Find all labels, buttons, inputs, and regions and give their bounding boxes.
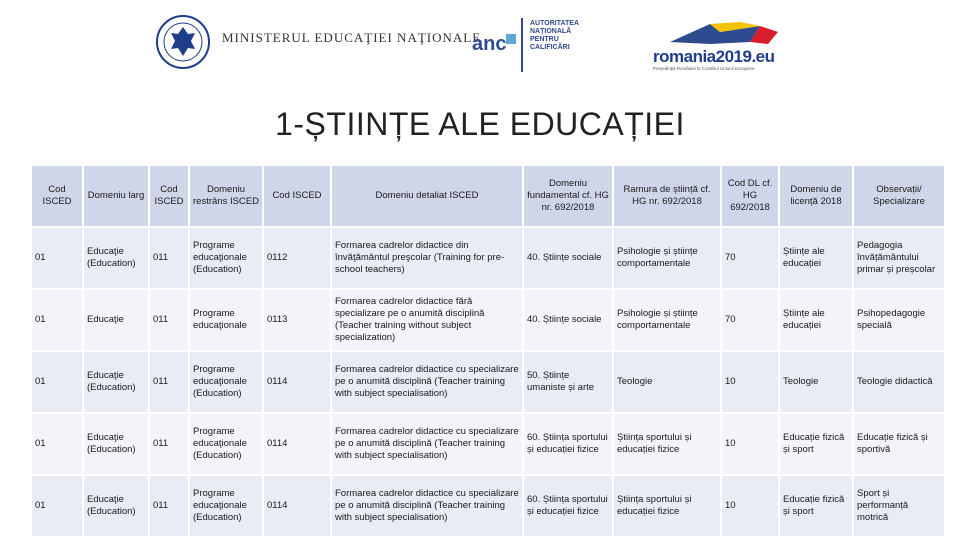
table-cell: Științe ale educației (780, 228, 852, 288)
table-cell: Educaţie (Education) (84, 352, 148, 412)
column-header: Ramura de știință cf. HG nr. 692/2018 (614, 166, 720, 226)
table-cell: Programe educaţionale (Education) (190, 228, 262, 288)
table-cell: Științe ale educației (780, 290, 852, 350)
table-cell: 60. Știința sportului și educației fizice (524, 414, 612, 474)
column-header: Domeniu de licență 2018 (780, 166, 852, 226)
column-header: Cod ISCED (150, 166, 188, 226)
romania2019-logo-text: romania2019.eu (653, 47, 775, 66)
table-cell: 011 (150, 414, 188, 474)
guvernul-romaniei-crest-icon (154, 14, 212, 70)
table-cell: 0114 (264, 414, 330, 474)
table-cell: Teologie (614, 352, 720, 412)
table-cell: Educație fizică și sportivă (854, 414, 944, 474)
table-row (32, 414, 944, 474)
table-cell: Educaţie (Education) (84, 414, 148, 474)
table-cell: Formarea cadrelor didactice fără specializare pe o anumită disciplină (Teacher training without subject specialization) (332, 290, 522, 350)
column-header: Cod DL cf. HG 692/2018 (722, 166, 778, 226)
table-cell: 0112 (264, 228, 330, 288)
table-cell: Psihologie și științe comportamentale (614, 228, 720, 288)
ministry-name: MINISTERUL EDUCAŢIEI NAŢIONALE (222, 30, 482, 45)
table-cell: 01 (32, 414, 82, 474)
table-row (32, 290, 944, 350)
table-cell: 011 (150, 228, 188, 288)
table-cell: 01 (32, 352, 82, 412)
table-cell: 0114 (264, 476, 330, 536)
table-row (32, 228, 944, 288)
table-cell: 01 (32, 228, 82, 288)
table-cell: 50. Științe umaniste și arte (524, 352, 612, 412)
table-cell: 011 (150, 476, 188, 536)
table-row (32, 352, 944, 412)
table-cell: Educaţie (Education) (84, 228, 148, 288)
table-cell: Teologie didactică (854, 352, 944, 412)
table-cell: Educație fizică și sport (780, 414, 852, 474)
table-cell: Sport și performanță motrică (854, 476, 944, 536)
table-cell: 10 (722, 414, 778, 474)
column-header: Cod ISCED (264, 166, 330, 226)
table-cell: 01 (32, 476, 82, 536)
table-cell: Programe educaţionale (Education) (190, 352, 262, 412)
anc-logo-icon (470, 30, 518, 56)
table-cell: 10 (722, 476, 778, 536)
table-cell: Formarea cadrelor didactice din învăţământul preşcolar (Training for pre-school teachers) (332, 228, 522, 288)
table-header-row (32, 166, 944, 226)
table-cell: Educație fizică și sport (780, 476, 852, 536)
table-cell: Programe educaţionale (190, 290, 262, 350)
anc-logo-text: anc (472, 33, 507, 55)
table-cell: 70 (722, 228, 778, 288)
table-cell: 011 (150, 290, 188, 350)
table-cell: Psihologie și științe comportamentale (614, 290, 720, 350)
table-cell: Programe educaţionale (Education) (190, 476, 262, 536)
table-cell: 40. Științe sociale (524, 290, 612, 350)
column-header: Observații/ Specializare (854, 166, 944, 226)
table-cell: 0113 (264, 290, 330, 350)
table-cell: Educaţie (Education) (84, 476, 148, 536)
table-cell: 40. Științe sociale (524, 228, 612, 288)
table-cell: Formarea cadrelor didactice cu specializare pe o anumită disciplină (Teacher training with subject specialisation) (332, 414, 522, 474)
table-cell: Educaţie (84, 290, 148, 350)
romania2019-logo-subtitle: Președinția României la Consiliul Uniunii Europene (653, 66, 755, 71)
column-header: Domeniu fundamental cf. HG nr. 692/2018 (524, 166, 612, 226)
header-logos (0, 0, 960, 90)
table-cell: Știința sportului și educației fizice (614, 476, 720, 536)
anc-name: AUTORITATEA NAȚIONALĂ PENTRU CALIFICĂRI (530, 20, 579, 51)
table-cell: 10 (722, 352, 778, 412)
column-header: Cod ISCED (32, 166, 82, 226)
table-cell: 0114 (264, 352, 330, 412)
column-header: Domeniu detaliat ISCED (332, 166, 522, 226)
anc-divider (521, 18, 523, 72)
table-cell: 70 (722, 290, 778, 350)
table-row (32, 476, 944, 536)
column-header: Domeniu larg (84, 166, 148, 226)
table-cell: Pedagogia învățământului primar și preșcolar (854, 228, 944, 288)
table-cell: 011 (150, 352, 188, 412)
isced-table (30, 164, 946, 538)
table-cell: 60. Știința sportului și educației fizice (524, 476, 612, 536)
table-cell: Programe educaţionale (Education) (190, 414, 262, 474)
page-title: 1-ȘTIINȚE ALE EDUCAȚIEI (275, 106, 685, 142)
column-header: Domeniu restrâns ISCED (190, 166, 262, 226)
table-cell: Formarea cadrelor didactice cu specializare pe o anumită disciplină (Teacher training with subject specialisation) (332, 476, 522, 536)
table-cell: Psihopedagogie specială (854, 290, 944, 350)
table-cell: 01 (32, 290, 82, 350)
table-cell: Formarea cadrelor didactice cu specializare pe o anumită disciplină (Teacher training with subject specialisation) (332, 352, 522, 412)
table-cell: Teologie (780, 352, 852, 412)
table-cell: Știința sportului și educației fizice (614, 414, 720, 474)
